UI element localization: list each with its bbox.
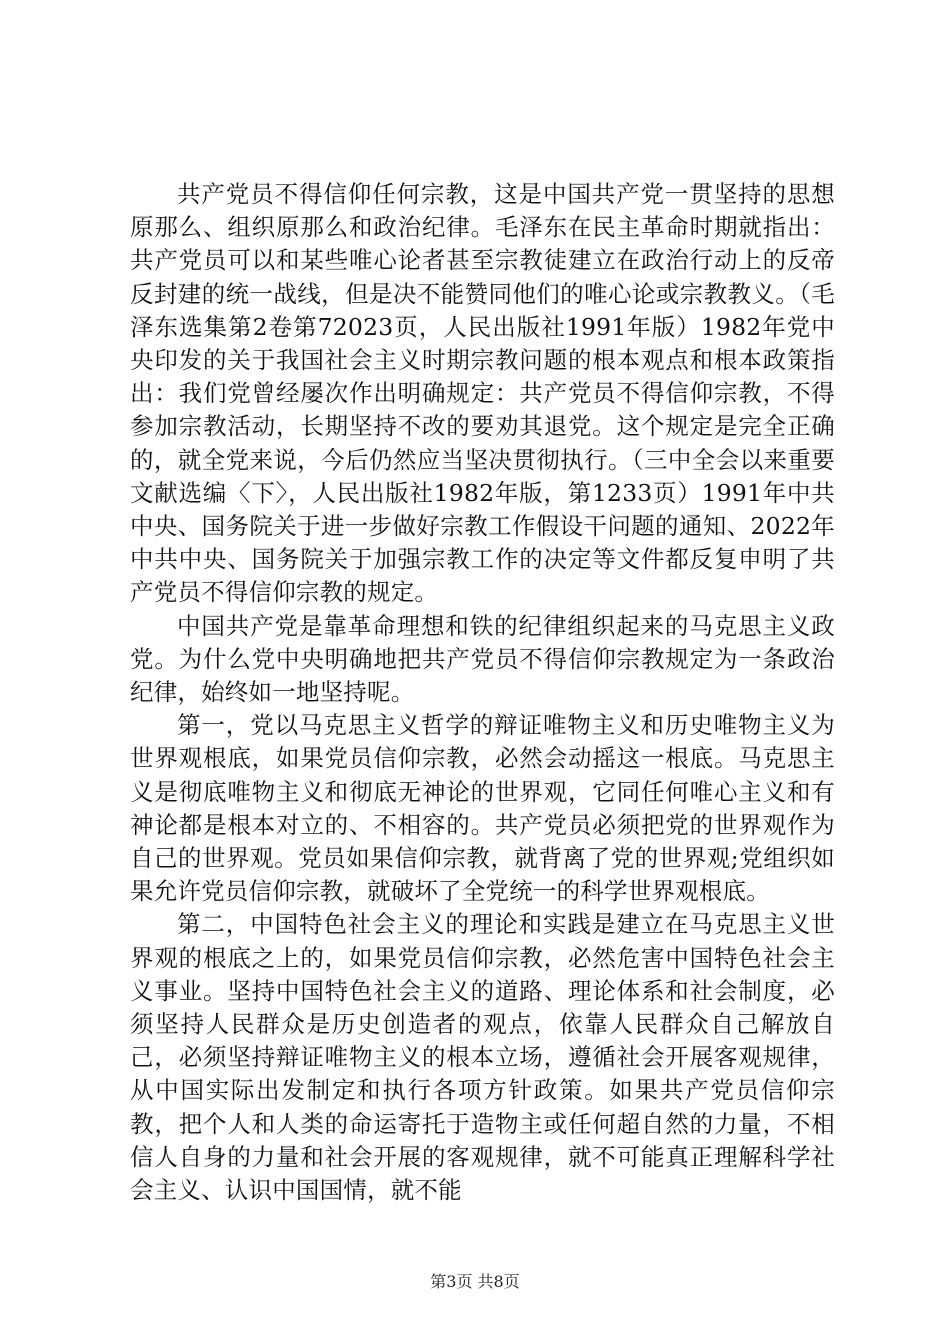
paragraph: 第一，党以马克思主义哲学的辩证唯物主义和历史唯物主义为世界观根底，如果党员信仰宗教，必然会动摇这一根底。马克思主义是彻底唯物主义和彻底无神论的世界观，它同任何唯心主义和有神论都是根本对立的、不相容的。共产党员必须把党的世界观作为自己的世界观。党员如果信仰宗教，就背离了党的世界观;党组织如果允许党员信仰宗教，就破坏了全党统一的科学世界观根底。 [130,711,835,906]
page-footer: 第3页 共8页 [430,1272,520,1291]
paragraph: 第二，中国特色社会主义的理论和实践是建立在马克思主义世界观的根底之上的，如果党员信仰宗教，必然危害中国特色社会主义事业。坚持中国特色社会主义的道路、理论体系和社会制度，必须坚持人民群众是历史创造者的观点，依靠人民群众自己解放自己，必须坚持辩证唯物主义的根本立场，遵循社会开展客观规律，从中国实际出发制定和执行各项方针政策。如果共产党员信仰宗教，把个人和人类的命运寄托于造物主或任何超自然的力量，不相信人自身的力量和社会开展的客观规律，就不可能真正理解科学社会主义、认识中国国情，就不能 [130,910,835,1205]
paragraph: 中国共产党是靠革命理想和铁的纪律组织起来的马克思主义政党。为什么党中央明确地把共产党员不得信仰宗教规定为一条政治纪律，始终如一地坚持呢。 [130,611,835,707]
paragraph: 共产党员不得信仰任何宗教，这是中国共产党一贯坚持的思想原那么、组织原那么和政治纪律。毛泽东在民主革命时期就指出：共产党员可以和某些唯心论者甚至宗教徒建立在政治行动上的反帝反封建的统一战线，但是决不能赞同他们的唯心论或宗教教义。（毛泽东选集第2卷第72023页，人民出版社1991年版）1982年党中央印发的关于我国社会主义时期宗教问题的根本观点和根本政策指出：我们党曾经屡次作出明确规定：共产党员不得信仰宗教，不得参加宗教活动，长期坚持不改的要劝其退党。这个规定是完全正确的，就全党来说，今后仍然应当坚决贯彻执行。（三中全会以来重要文献选编〈下〉，人民出版社1982年版，第1233页）1991年中共中央、国务院关于进一步做好宗教工作假设干问题的通知、2022年中共中央、国务院关于加强宗教工作的决定等文件都反复申明了共产党员不得信仰宗教的规定。 [130,180,835,607]
document-body [130,178,835,1207]
